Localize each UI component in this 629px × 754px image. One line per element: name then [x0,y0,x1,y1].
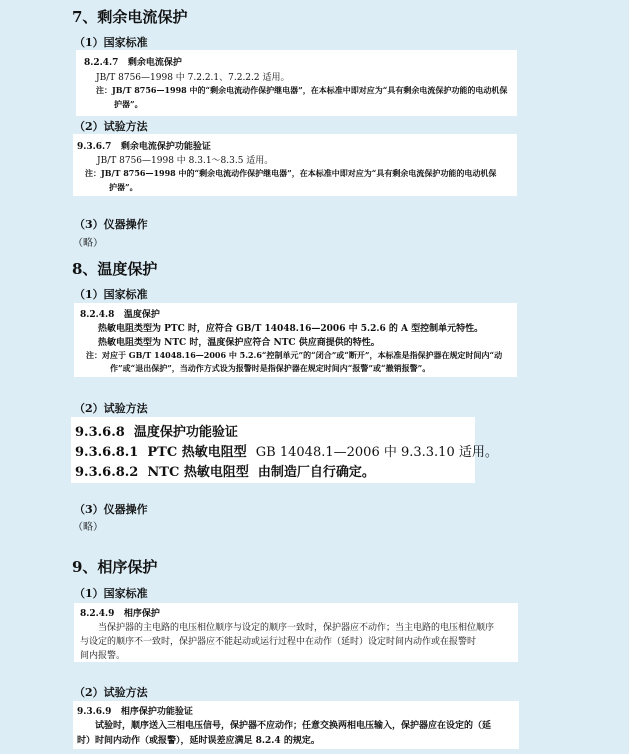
section-8-standard-label: （1）国家标准 [74,288,148,301]
clause-number: 9.3.6.8.1 [75,445,139,460]
clause-title: 相序保护功能验证 [120,707,193,717]
clause-line [75,441,498,460]
section-7-test-label: （2）试验方法 [74,120,148,133]
clause-number: 8.2.4.7 [84,58,119,68]
section-8-test-label: （2）试验方法 [74,402,148,415]
clause-note: 注：对应于 GB/T 14048.16—2006 中 5.2.6“控制单元”的“闭合”或“断开”，本标准是指保护器在规定时间内“动 [86,350,503,360]
clause-text: JB/T 8756—1998 中 8.3.1～8.3.5 适用。 [97,156,274,166]
section-8-test-panel [71,417,498,483]
clause-title: 相序保护 [123,609,160,619]
section-9-test-panel [73,701,519,749]
clause-text: 由制造厂自行确定。 [257,465,375,480]
clause-number: 9.3.6.9 [77,707,112,717]
clause-number: 9.3.6.7 [77,142,112,152]
clause-note: 注：JB/T 8756—1998 中的“剩余电流动作保护继电器”，在本标准中即对应为“具有剩余电流保护功能的电动机保 [96,85,508,95]
clause-text: GB 14048.1—2006 中 9.3.3.10 适用。 [255,445,498,460]
clause-number: 8.2.4.8 [80,310,115,320]
clause-text: 当保护器的主电路的电压相位顺序与设定的顺序一致时，保护器应不动作；当主电路的电压相位顺序 [98,623,495,633]
clause-text: 试验时，顺序送入三相电压信号，保护器不应动作；任意交换两相电压输入，保护器应在设定的（延 [95,721,492,731]
clause-note-cont: 作”或“退出保护”，当动作方式设为报警时是指保护器在规定时间内“报警”或“撤销报警”。 [110,363,431,373]
clause-code [80,606,160,619]
clause-text: 热敏电阻类型为 NTC 时，温度保护应符合 NTC 供应商提供的特性。 [98,338,380,348]
clause-text: 热敏电阻类型为 PTC 时，应符合 GB/T 14048.16—2006 中 5.2.6 的 A 型控制单元特性。 [98,324,484,334]
clause-title: 剩余电流保护 [127,58,182,68]
clause-title: 温度保护功能验证 [133,425,238,440]
section-7-standard-panel [76,50,517,116]
clause-note: 注：JB/T 8756—1998 中的“剩余电流动作保护继电器”，在本标准中即对应为“具有剩余电流保护功能的电动机保 [85,168,497,178]
clause-title: 剩余电流保护功能验证 [120,142,211,152]
clause-text: 时）时间内动作（或报警），延时误差应满足 8.2.4 的规定。 [77,736,320,746]
section-9-standard-panel [74,603,518,662]
section-7-operation-label: （3）仪器操作 [74,218,148,231]
clause-number: 8.2.4.9 [80,609,115,619]
clause-code [80,307,160,320]
clause-number: 9.3.6.8.2 [75,465,139,480]
section-8-title: 8、温度保护 [72,260,158,278]
clause-note-cont: 护器”。 [114,99,143,109]
section-9-title: 9、相序保护 [72,558,158,576]
clause-title: NTC 热敏电阻型 [147,465,249,480]
clause-number: 9.3.6.8 [75,425,125,440]
clause-line [75,461,375,480]
section-9-test-label: （2）试验方法 [74,686,148,699]
clause-text: JB/T 8756—1998 中 7.2.2.1、7.2.2.2 适用。 [96,73,290,83]
clause-note-cont: 护器”。 [109,182,138,192]
clause-code [84,55,182,68]
section-7-test-panel [73,134,517,196]
clause-title: PTC 热敏电阻型 [147,445,247,460]
section-8-operation-label: （3）仪器操作 [74,503,148,516]
clause-title: 温度保护 [123,310,160,320]
section-8-standard-panel [74,303,517,377]
clause-line [75,421,238,440]
clause-text: 与设定的顺序不一致时，保护器应不能起动或运行过程中在动作（延时）设定时间内动作或在报警时 [80,637,477,647]
clause-code [77,139,211,152]
section-8-operation-text: （略） [73,522,103,533]
section-7-title: 7、剩余电流保护 [72,8,188,26]
clause-code [77,704,193,717]
clause-text: 间内报警。 [80,651,126,661]
section-7-operation-text: （略） [73,238,103,249]
section-7-standard-label: （1）国家标准 [74,36,148,49]
section-9-standard-label: （1）国家标准 [74,587,148,600]
